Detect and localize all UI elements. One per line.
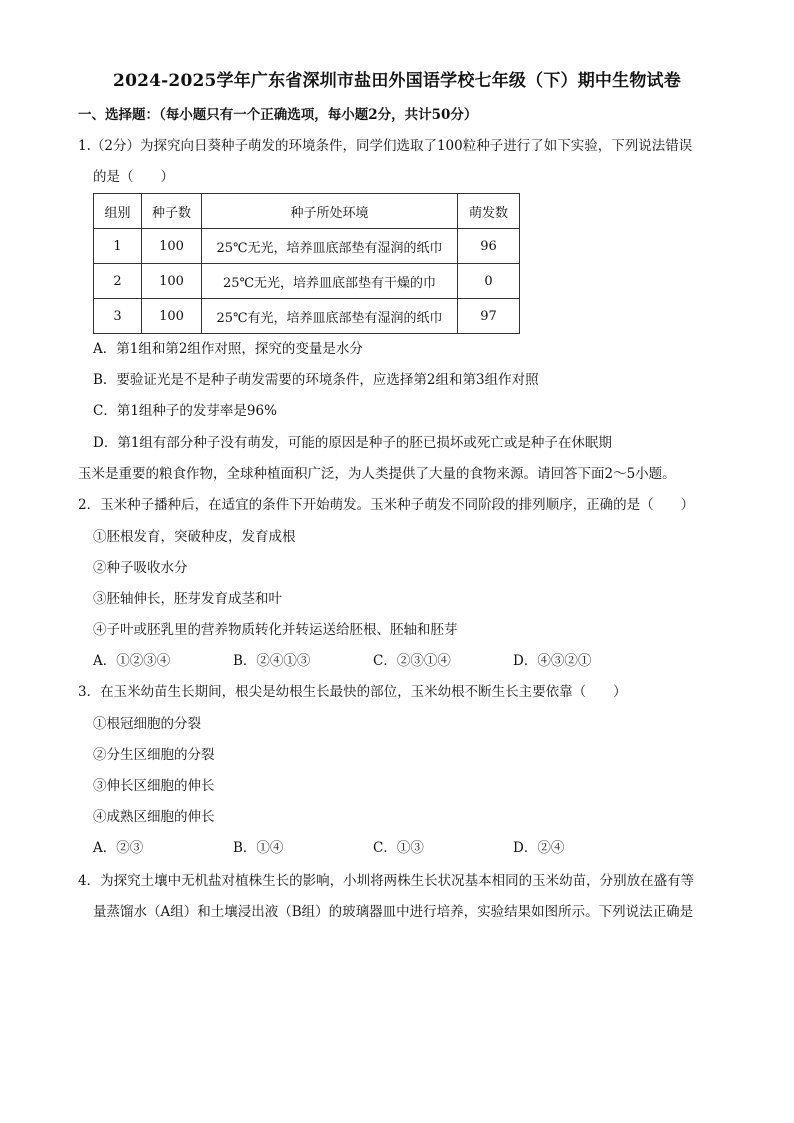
table-row: [94, 229, 520, 264]
q4-stem-line2: 量蒸馏水（A组）和土壤浸出液（B组）的玻璃器皿中进行培养，实验结果如图所示。下列说法正确是: [93, 904, 694, 920]
table-cell: 100: [142, 299, 202, 334]
table-row: [94, 299, 520, 334]
q2-item-3: ③胚轴伸长，胚芽发育成茎和叶: [93, 591, 282, 607]
q3-choice-c: C．①③: [373, 840, 424, 856]
table-cell: 25℃有光，培养皿底部垫有湿润的纸巾: [202, 299, 458, 334]
q1-option-b: B．要验证光是不是种子萌发需要的环境条件，应选择第2组和第3组作对照: [93, 372, 539, 388]
table-header-cell: 萌发数: [458, 194, 520, 229]
q2-item-2: ②种子吸收水分: [93, 560, 188, 576]
table-cell: 25℃无光，培养皿底部垫有湿润的纸巾: [202, 229, 458, 264]
q2-stem: 2．玉米种子播种后，在适宜的条件下开始萌发。玉米种子萌发不同阶段的排列顺序，正确的是（ ）: [78, 497, 695, 513]
q3-choices: [93, 838, 733, 858]
table-cell: 97: [458, 299, 520, 334]
q2-item-4: ④子叶或胚乳里的营养物质转化并转运送给胚根、胚轴和胚芽: [93, 622, 458, 638]
table-cell: 100: [142, 229, 202, 264]
q2-choices: [93, 651, 733, 671]
table-cell: 3: [94, 299, 142, 334]
q1-stem-line1: 1.（2分）为探究向日葵种子萌发的环境条件，同学们选取了100粒种子进行了如下实验，下列说法错误: [78, 138, 693, 154]
q2-choice-d: D．④③②①: [513, 653, 592, 669]
q3-item-1: ①根冠细胞的分裂: [93, 716, 201, 732]
q2-choice-a: A．①②③④: [93, 653, 171, 669]
q1-stem-line2: 的是（ ）: [93, 169, 174, 185]
q3-item-3: ③伸长区细胞的伸长: [93, 778, 215, 794]
table-header-cell: 组别: [94, 194, 142, 229]
table-cell: 25℃无光，培养皿底部垫有干燥的巾: [202, 264, 458, 299]
q4-stem-line1: 4．为探究土壤中无机盐对植株生长的影响，小圳将两株生长状况基本相同的玉米幼苗，分别放在盛有等: [78, 873, 695, 889]
table-cell: 1: [94, 229, 142, 264]
table-cell: 96: [458, 229, 520, 264]
exam-title: 2024-2025学年广东省深圳市盐田外国语学校七年级（下）期中生物试卷: [113, 71, 681, 91]
q2-choice-b: B．②④①③: [233, 653, 311, 669]
q3-stem: 3．在玉米幼苗生长期间，根尖是幼根生长最快的部位，玉米幼根不断生长主要依靠（ ）: [78, 684, 627, 700]
q3-choice-d: D．②④: [513, 840, 565, 856]
q1-experiment-table: [93, 193, 520, 334]
q1-option-a: A．第1组和第2组作对照，探究的变量是水分: [93, 341, 363, 357]
q2-item-1: ①胚根发育，突破种皮，发育成根: [93, 529, 296, 545]
table-header-cell: 种子所处环境: [202, 194, 458, 229]
section-heading: 一、选择题：（每小题只有一个正确选项，每小题2分，共计50分）: [78, 107, 478, 123]
table-cell: 2: [94, 264, 142, 299]
q3-item-4: ④成熟区细胞的伸长: [93, 809, 215, 825]
q2-choice-c: C．②③①④: [373, 653, 451, 669]
q1-option-c: C．第1组种子的发芽率是96%: [93, 403, 277, 419]
q3-choice-b: B．①④: [233, 840, 284, 856]
table-header-cell: 种子数: [142, 194, 202, 229]
table-cell: 0: [458, 264, 520, 299]
q1-option-d: D．第1组有部分种子没有萌发，可能的原因是种子的胚已损坏或死亡或是种子在休眠期: [93, 435, 612, 451]
q3-item-2: ②分生区细胞的分裂: [93, 747, 215, 763]
table-cell: 100: [142, 264, 202, 299]
table-header-row: [94, 194, 520, 229]
q3-choice-a: A．②③: [93, 840, 144, 856]
table-row: [94, 264, 520, 299]
passage-intro: 玉米是重要的粮食作物，全球种植面积广泛，为人类提供了大量的食物来源。请回答下面2～5小题。: [78, 466, 676, 482]
